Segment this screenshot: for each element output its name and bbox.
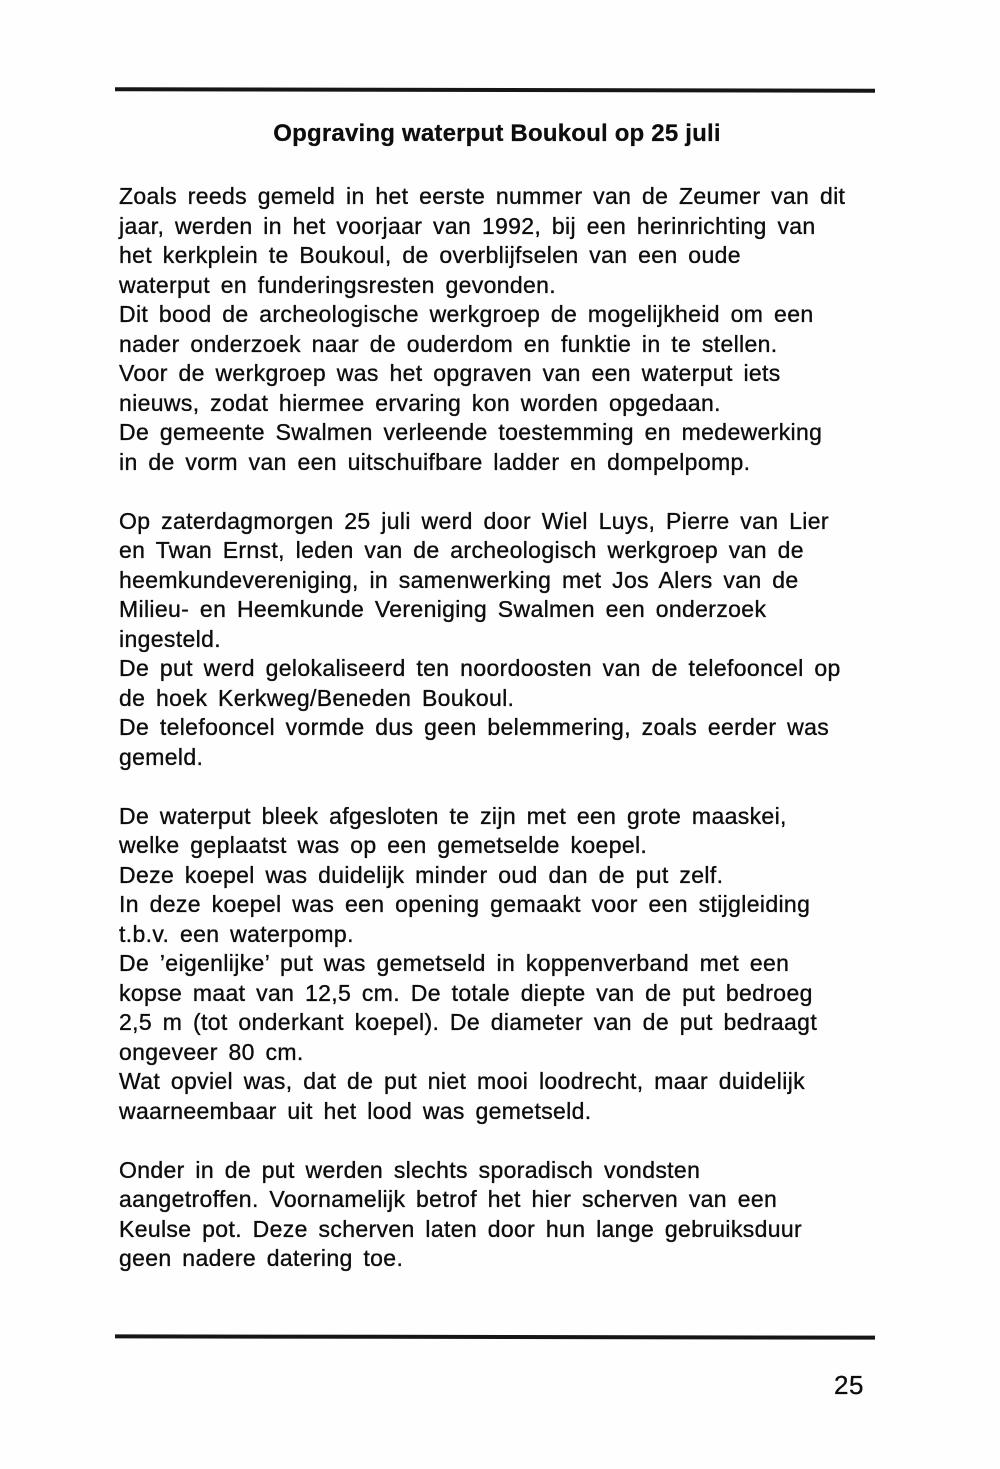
text-line: en Twan Ernst, leden van de archeologisch werkgroep van de <box>119 537 804 563</box>
text-line: De gemeente Swalmen verleende toestemming en medewerking <box>119 419 823 445</box>
text-line: waterput en funderingsresten gevonden. <box>119 271 557 298</box>
text-line: heemkundevereniging, in samenwerking met Jos Alers van de <box>119 566 799 593</box>
text-line: ingesteld. <box>119 625 221 652</box>
article-body <box>119 182 889 1303</box>
text-line: geen nadere datering toe. <box>119 1245 404 1271</box>
text-line: gemeld. <box>119 743 204 770</box>
text-line: De ’eigenlijke’ put was gemetseld in koppenverband met een <box>119 950 790 976</box>
page-number: 25 <box>834 1370 864 1400</box>
text-line: Onder in de put werden slechts sporadisch vondsten <box>119 1156 701 1183</box>
text-line: De telefooncel vormde dus geen belemmering, zoals eerder was <box>119 714 830 740</box>
text-line: De put werd gelokaliseerd ten noordoosten van de telefooncel op <box>119 655 841 681</box>
text-line: Op zaterdagmorgen 25 juli werd door Wiel Luys, Pierre van Lier <box>119 507 829 534</box>
text-line: in de vorm van een uitschuifbare ladder en dompelpomp. <box>119 448 751 475</box>
paragraph-1 <box>119 182 889 477</box>
text-line: Voor de werkgroep was het opgraven van een waterput iets <box>119 360 781 386</box>
text-line: de hoek Kerkweg/Beneden Boukoul. <box>119 684 515 711</box>
text-line: aangetroffen. Voornamelijk betrof het hier scherven van een <box>119 1186 778 1212</box>
text-line: Deze koepel was duidelijk minder oud dan de put zelf. <box>119 861 724 888</box>
bottom-rule <box>115 1334 875 1339</box>
text-line: De waterput bleek afgesloten te zijn met een grote maaskei, <box>119 802 787 829</box>
text-line: het kerkplein te Boukoul, de overblijfselen van een oude <box>119 242 741 268</box>
text-line: nader onderzoek naar de ouderdom en funktie in te stellen. <box>119 330 778 357</box>
text-line: kopse maat van 12,5 cm. De totale diepte van de put bedroeg <box>119 979 813 1006</box>
text-line: nieuws, zodat hiermee ervaring kon worden opgedaan. <box>119 389 721 416</box>
text-line: Dit bood de archeologische werkgroep de mogelijkheid om een <box>119 301 814 327</box>
text-line: Wat opviel was, dat de put niet mooi loodrecht, maar duidelijk <box>119 1068 806 1094</box>
article-title: Opgraving waterput Boukoul op 25 juli <box>273 120 721 147</box>
paragraph-2 <box>119 507 889 773</box>
text-line: jaar, werden in het voorjaar van 1992, bij een herinrichting van <box>119 212 816 239</box>
text-line: welke geplaatst was op een gemetselde koepel. <box>119 832 648 858</box>
text-line: Keulse pot. Deze scherven laten door hun lange gebruiksduur <box>119 1215 803 1242</box>
text-line: t.b.v. een waterpomp. <box>119 920 354 947</box>
text-line: 2,5 m (tot onderkant koepel). De diameter van de put bedraagt <box>119 1009 818 1035</box>
paragraph-4 <box>119 1156 889 1274</box>
text-line: Zoals reeds gemeld in het eerste nummer van de Zeumer van dit <box>119 183 846 209</box>
top-rule <box>115 87 875 93</box>
text-line: ongeveer 80 cm. <box>119 1038 304 1065</box>
text-line: In deze koepel was een opening gemaakt voor een stijgleiding <box>119 891 811 917</box>
text-line: Milieu- en Heemkunde Vereniging Swalmen een onderzoek <box>119 596 767 622</box>
text-line: waarneembaar uit het lood was gemetseld. <box>119 1097 592 1124</box>
paragraph-3 <box>119 802 889 1127</box>
